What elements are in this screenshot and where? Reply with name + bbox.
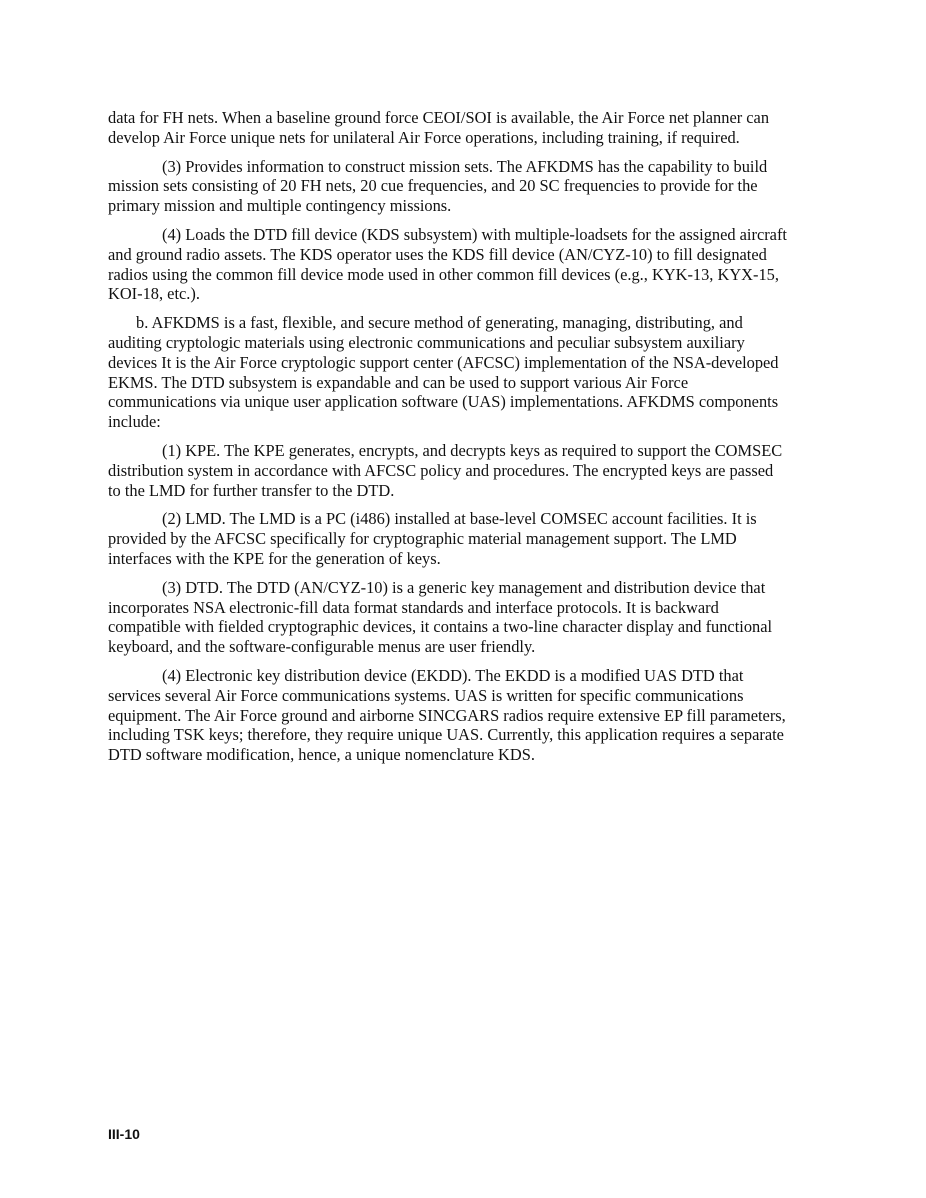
paragraph-b2: (2) LMD. The LMD is a PC (i486) installed at base-level COMSEC account facilities. It is provided by the AFCSC specifically for cryptographic material management support. The LMD interfaces with the KPE for the generation of keys. (108, 509, 757, 568)
paragraph-b4: (4) Electronic key distribution device (EKDD). The EKDD is a modified UAS DTD that services several Air Force communications systems. UAS is written for specific communications equipment. The Air Force ground and airborne SINCGARS radios require extensive EP fill parameters, including TSK keys; therefore, they require unique UAS. Currently, this application requires a separate DTD software modification, hence, a unique nomenclature KDS. (108, 665, 786, 765)
paragraph-continuation: data for FH nets. When a baseline ground force CEOI/SOI is available, the Air Force net planner can develop Air Force unique nets for unilateral Air Force operations, including training, if required. (108, 108, 770, 147)
paragraph-b: b. AFKDMS is a fast, flexible, and secure method of generating, managing, distributing, and auditing cryptologic materials using electronic communications and peculiar subsystem auxiliary devices It is the Air Force cryptologic support center (AFCSC) implementation of the NSA-developed EKMS. The DTD subsystem is expandable and can be used to support various Air Force communications via unique user application software (UAS) implementations. AFKDMS components include: (108, 313, 779, 432)
paragraph-b1: (1) KPE. The KPE generates, encrypts, and decrypts keys as required to support the COMSEC distribution system in accordance with AFCSC policy and procedures. The encrypted keys are passed to the LMD for further transfer to the DTD. (108, 440, 783, 500)
page-number: III-10 (108, 1126, 140, 1142)
paragraph-a3: (3) Provides information to construct mission sets. The AFKDMS has the capability to build mission sets consisting of 20 FH nets, 20 cue frequencies, and 20 SC frequencies to provide for the primary mission and multiple contingency missions. (108, 156, 768, 216)
paragraph-a4: (4) Loads the DTD fill device (KDS subsystem) with multiple-loadsets for the assigned aircraft and ground radio assets. The KDS operator uses the KDS fill device (AN/CYZ-10) to fill designated radios using the common fill device mode used in other common fill devices (e.g., KYK-13, KYX-15, KOI-18, etc.). (108, 224, 787, 304)
body-text (108, 108, 790, 774)
paragraph-b3: (3) DTD. The DTD (AN/CYZ-10) is a generic key management and distribution device that incorporates NSA electronic-fill data format standards and interface protocols. It is backward compatible with fielded cryptographic devices, it contains a two-line character display and functional keyboard, and the software-configurable menus are user friendly. (108, 577, 773, 657)
